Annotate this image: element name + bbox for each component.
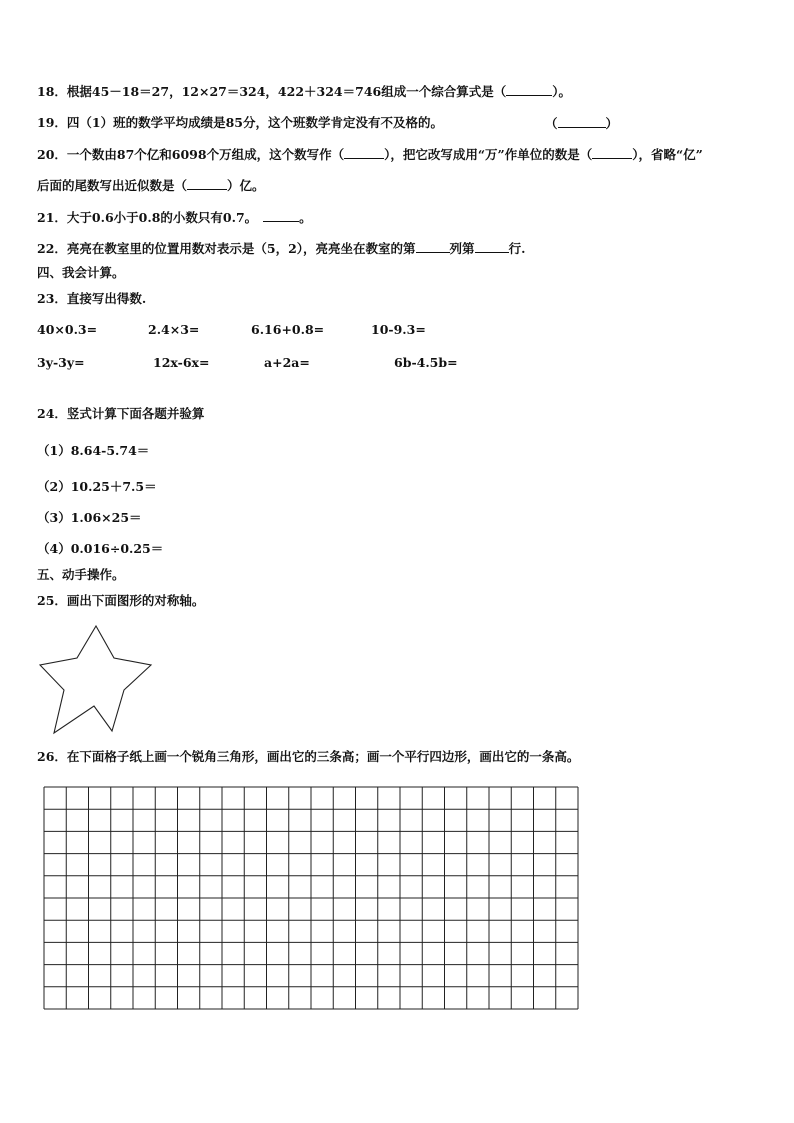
answer-blank[interactable]: [344, 146, 384, 159]
question-18-end: ）。: [552, 84, 571, 99]
question-22-part-a: 22．亮亮在教室里的位置用数对表示是（5，2），亮亮坐在教室的第: [37, 241, 416, 256]
q24-item-1: （1）8.64-5.74＝: [37, 443, 150, 458]
answer-blank[interactable]: [506, 83, 552, 96]
section-4-heading: 四、我会计算。: [37, 265, 125, 280]
calc-item: a+2a=: [264, 355, 310, 370]
calc-item: 40×0.3=: [37, 322, 98, 337]
question-21-text: 21．大于0.6小于0.8的小数只有0.7。: [37, 210, 258, 225]
question-22-part-b: 列第: [449, 241, 475, 256]
calc-item: 6b-4.5b=: [394, 355, 458, 370]
q24-item-4: （4）0.016÷0.25＝: [37, 541, 164, 556]
calc-item: 2.4×3=: [148, 322, 200, 337]
question-25-title: 25．画出下面图形的对称轴。: [37, 593, 205, 608]
answer-blank[interactable]: [187, 177, 227, 190]
question-20-line-2: [37, 177, 265, 194]
question-20-part-a: 20．一个数由87个亿和6098个万组成，这个数写作（: [37, 147, 345, 162]
question-19-text: 19．四（1）班的数学平均成绩是85分，这个班数学肯定没有不及格的。: [37, 115, 443, 130]
question-24-title: 24．竖式计算下面各题并验算: [37, 406, 205, 421]
answer-blank[interactable]: [558, 115, 606, 128]
answer-blank[interactable]: [592, 146, 632, 159]
paren-open: （: [545, 116, 558, 131]
question-19-answer: [545, 115, 618, 132]
question-23-title: 23．直接写出得数.: [37, 291, 147, 306]
calc-row-2: [37, 355, 537, 371]
question-21-end: 。: [299, 210, 312, 225]
q24-item-2: （2）10.25＋7.5＝: [37, 479, 157, 494]
question-18: [37, 83, 571, 100]
calc-item: 6.16+0.8=: [251, 322, 325, 337]
question-20-part-c: ），省略“亿”: [632, 147, 703, 162]
question-20-line2-a: 后面的尾数写出近似数是（: [37, 178, 188, 193]
section-5-heading: 五、动手操作。: [37, 567, 125, 582]
question-21: [37, 209, 312, 226]
answer-blank[interactable]: [416, 240, 450, 253]
question-22-part-c: 行.: [508, 241, 526, 256]
calc-item: 3y-3y=: [37, 355, 85, 370]
question-20-line2-b: ）亿。: [227, 178, 265, 193]
question-26-title: 26．在下面格子纸上画一个锐角三角形，画出它的三条高；画一个平行四边形，画出它的一条高。: [37, 749, 580, 764]
question-18-text: 18．根据45－18＝27，12×27＝324，422＋324＝746组成一个综合算式是（: [37, 84, 507, 99]
question-20-part-b: ），把它改写成用“万”作单位的数是（: [384, 147, 593, 162]
calc-item: 10-9.3=: [371, 322, 426, 337]
grid-paper[interactable]: [43, 786, 579, 1010]
star-shape: [40, 626, 151, 733]
calc-row-1: [37, 322, 537, 338]
paren-close: ）: [605, 116, 619, 131]
question-22: [37, 240, 525, 257]
question-19: [37, 115, 443, 131]
calc-item: 12x-6x=: [153, 355, 210, 370]
answer-blank[interactable]: [263, 209, 299, 222]
q24-item-3: （3）1.06×25＝: [37, 510, 142, 525]
answer-blank[interactable]: [475, 240, 509, 253]
six-pointed-star-figure: [38, 625, 158, 735]
question-20: [37, 146, 703, 163]
